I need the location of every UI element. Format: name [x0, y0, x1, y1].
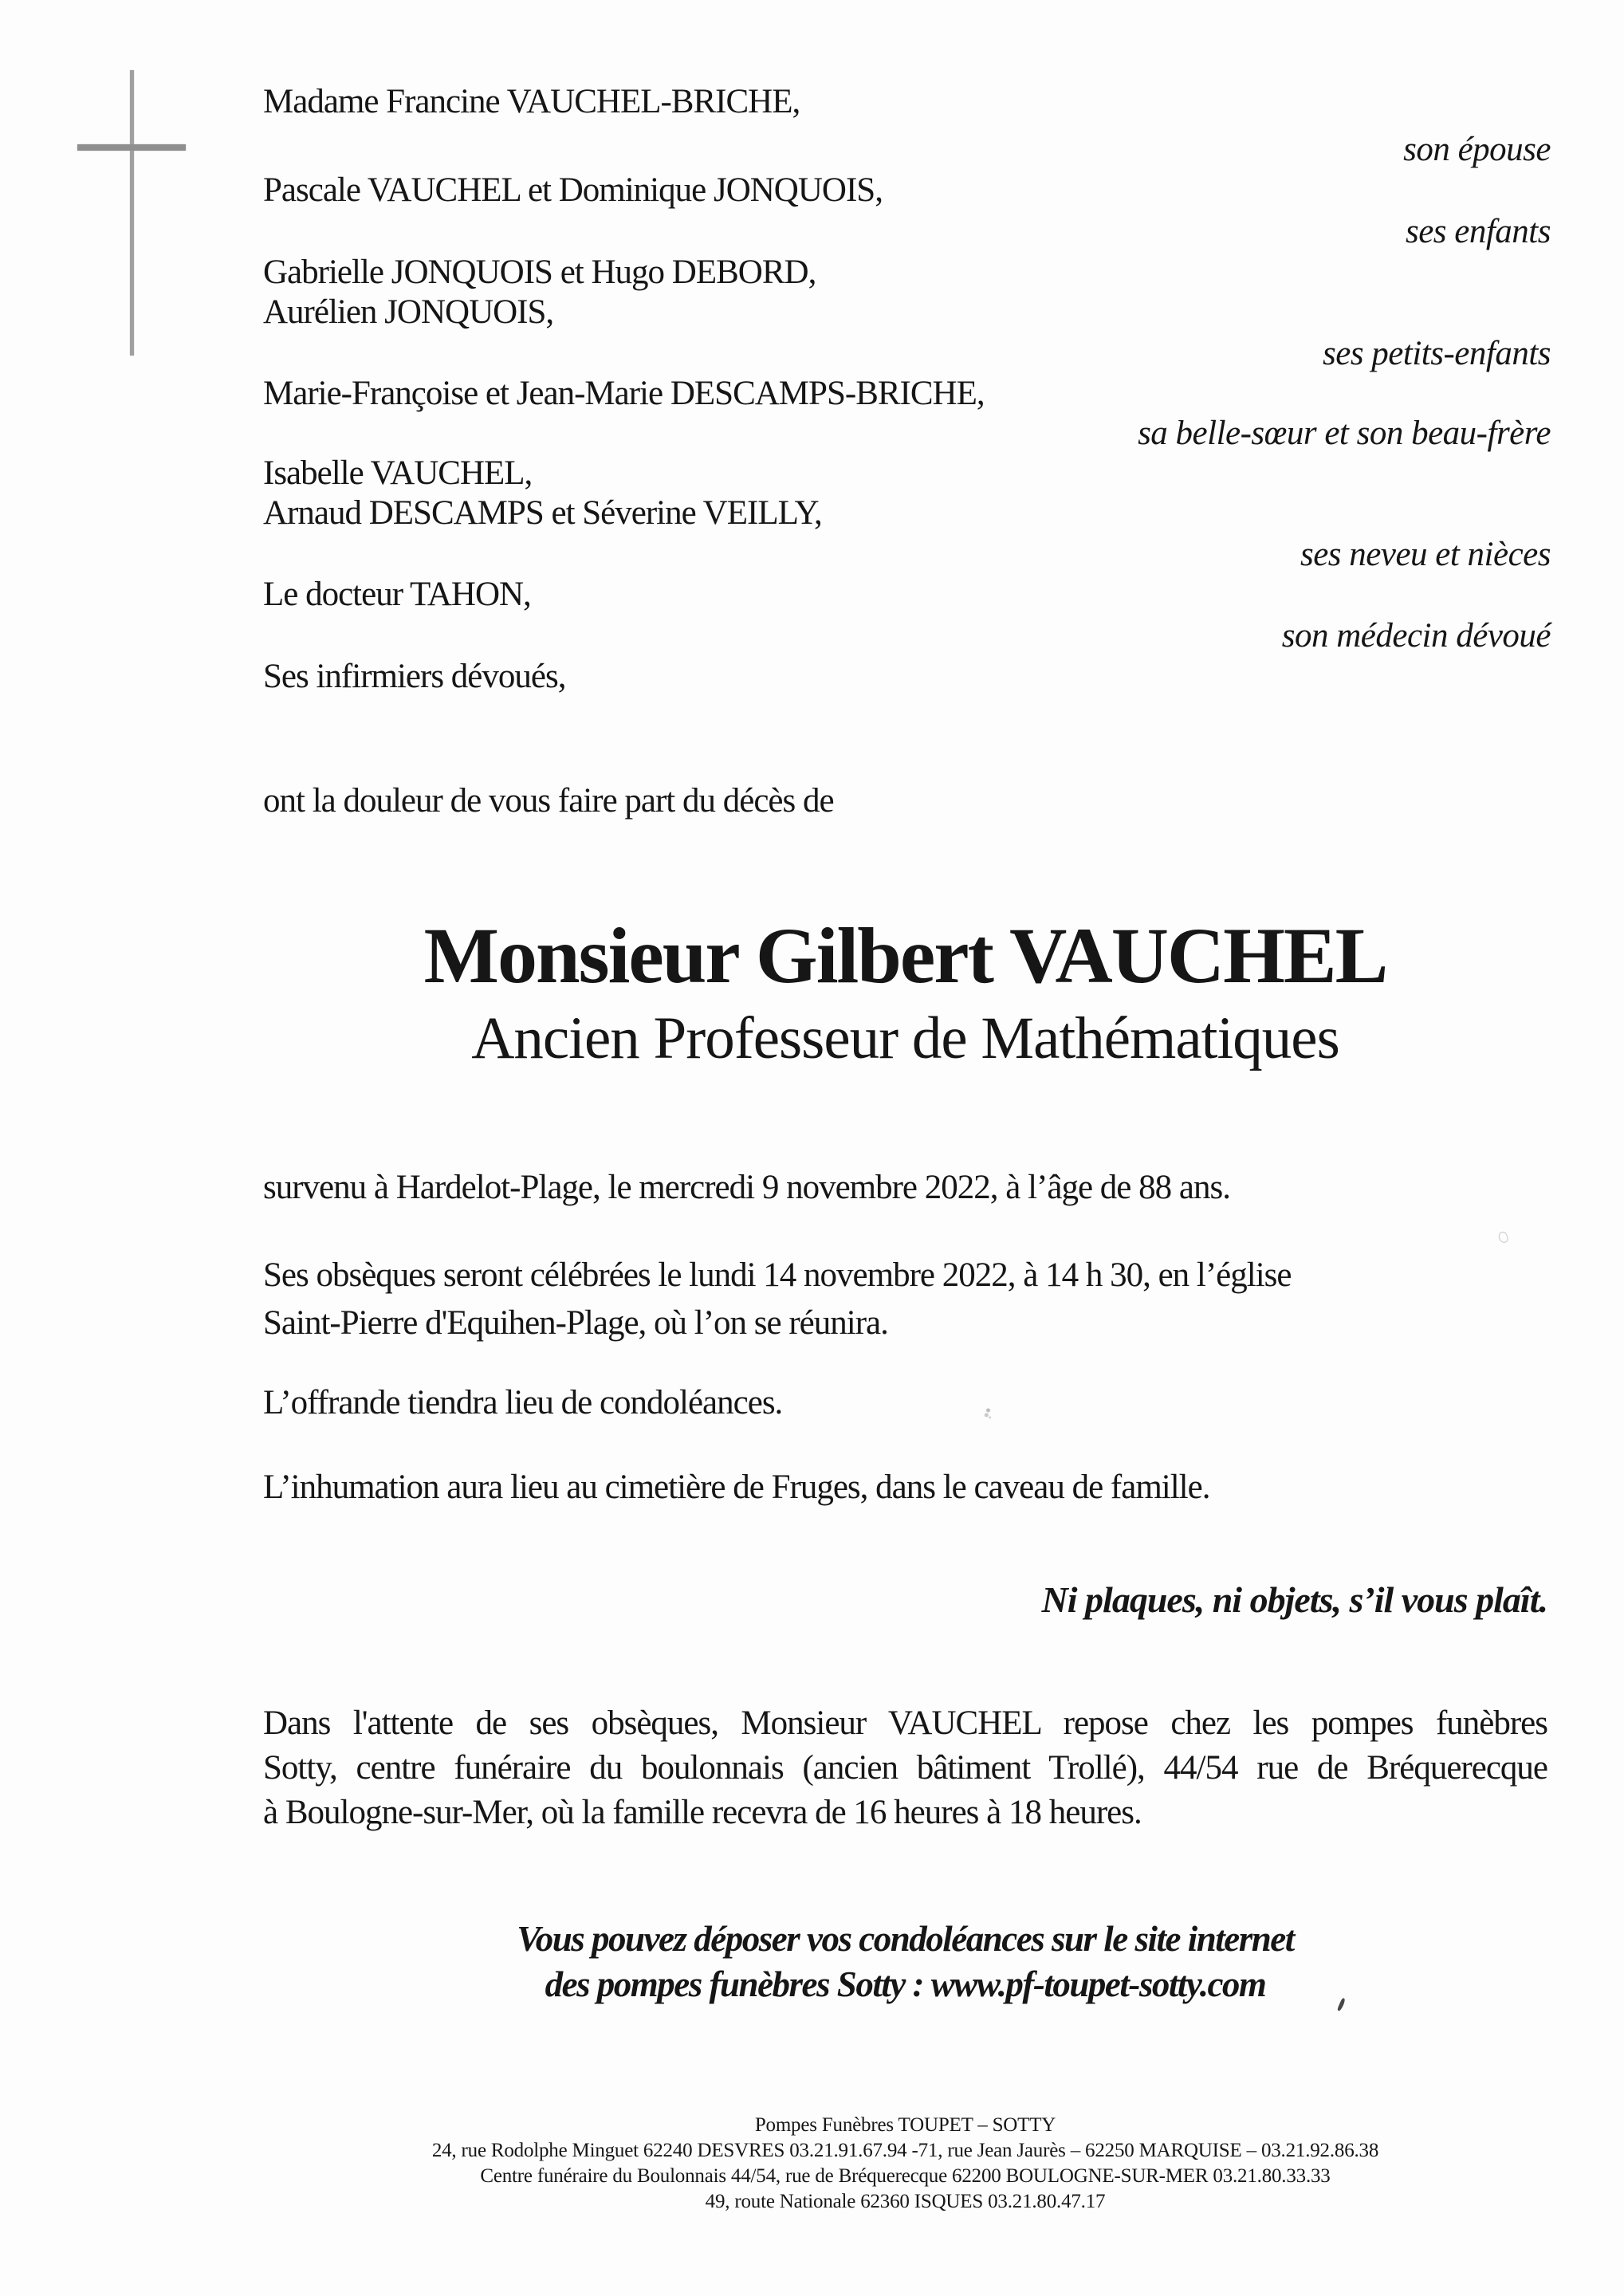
- deceased-name: Monsieur Gilbert VAUCHEL: [423, 911, 1387, 1000]
- mourner-line: Marie-Françoise et Jean-Marie DESCAMPS-BRICHE,: [263, 375, 985, 412]
- scan-speck: [984, 1408, 993, 1420]
- condolences-note: [263, 1917, 1547, 2007]
- cross-vertical-bar: [130, 70, 134, 356]
- funeral-details-line2: Saint-Pierre d'Equihen-Plage, où l’on se réunira.: [263, 1304, 888, 1342]
- mourner-line: Le docteur TAHON,: [263, 576, 531, 613]
- mourner-line: Pascale VAUCHEL et Dominique JONQUOIS,: [263, 171, 883, 209]
- mourner-line: Madame Francine VAUCHEL-BRICHE,: [263, 83, 800, 120]
- no-plaques-note: Ni plaques, ni objets, s’il vous plaît.: [1041, 1579, 1547, 1620]
- relation-label: ses neveu et nièces: [1300, 536, 1551, 573]
- footer-address-isques: 49, route Nationale 62360 ISQUES 03.21.80.47.17: [705, 2191, 1106, 2212]
- burial-note: L’inhumation aura lieu au cimetière de Fruges, dans le caveau de famille.: [263, 1468, 1210, 1506]
- funeral-details: [263, 1252, 1291, 1347]
- footer-company: Pompes Funèbres TOUPET – SOTTY: [754, 2114, 1056, 2136]
- relation-label: son médecin dévoué: [1281, 617, 1551, 655]
- repose-details-line1: Dans l'attente de ses obsèques, Monsieur VAUCHEL repose chez les pompes funèbres: [263, 1704, 1547, 1742]
- footer-address-desvres-marquise: 24, rue Rodolphe Minguet 62240 DESVRES 03.21.91.67.94 -71, rue Jean Jaurès – 62250 MARQUISE – 03.21.92.86.38: [431, 2140, 1379, 2161]
- condolences-line2: des pompes funèbres Sotty : www.pf-toupet-sotty.com: [545, 1964, 1266, 2004]
- footer-address-boulogne: Centre funéraire du Boulonnais 44/54, rue de Bréquerecque 62200 BOULOGNE-SUR-MER 03.21.80.33.33: [480, 2165, 1331, 2187]
- mourner-line: Ses infirmiers dévoués,: [263, 658, 566, 695]
- relation-label: sa belle-sœur et son beau-frère: [1138, 415, 1551, 452]
- funeral-details-line1: Ses obsèques seront célébrées le lundi 14 novembre 2022, à 14 h 30, en l’église: [263, 1256, 1292, 1294]
- repose-details-line2: Sotty, centre funéraire du boulonnais (ancien bâtiment Trollé), 44/54 rue de Bréquerecque: [263, 1749, 1547, 1787]
- condolences-line1: Vous pouvez déposer vos condoléances sur le site internet: [517, 1919, 1294, 1959]
- relation-label: son épouse: [1403, 131, 1551, 168]
- relation-label: ses enfants: [1405, 213, 1551, 250]
- mourner-line: Isabelle VAUCHEL,: [263, 454, 533, 492]
- relation-label: ses petits-enfants: [1323, 335, 1551, 372]
- repose-details-line3: à Boulogne-sur-Mer, où la famille recevra de 16 heures à 18 heures.: [263, 1794, 1142, 1831]
- mourner-line: Arnaud DESCAMPS et Séverine VEILLY,: [263, 494, 822, 532]
- deceased-profession: Ancien Professeur de Mathématiques: [471, 1005, 1339, 1071]
- funeral-home-footer: [263, 2113, 1547, 2215]
- death-details: survenu à Hardelot-Plage, le mercredi 9 novembre 2022, à l’âge de 88 ans.: [263, 1169, 1230, 1206]
- mourner-line: Aurélien JONQUOIS,: [263, 293, 554, 331]
- scan-speck: [1497, 1231, 1508, 1244]
- cross-horizontal-bar: [77, 144, 186, 151]
- announcement-intro: ont la douleur de vous faire part du décès de: [263, 782, 834, 820]
- offering-note: L’offrande tiendra lieu de condoléances.: [263, 1384, 783, 1421]
- mourner-line: Gabrielle JONQUOIS et Hugo DEBORD,: [263, 254, 816, 291]
